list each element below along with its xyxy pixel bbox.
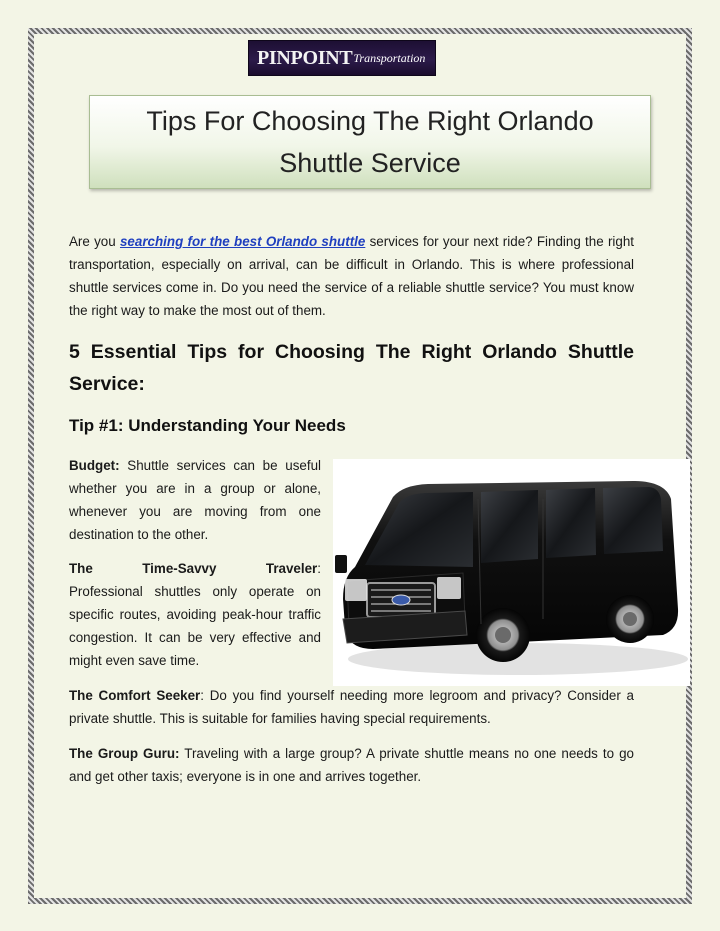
time-savvy-colon: : xyxy=(317,561,321,576)
title-banner xyxy=(89,95,651,189)
group-guru-text: Traveling with a large group? A private shuttle means no one needs to go and get other taxis; everyone is in one and arrives together. xyxy=(69,746,634,784)
logo-sub-text: Transportation xyxy=(353,50,426,65)
time-savvy-label-line xyxy=(69,557,321,580)
group-guru-paragraph xyxy=(69,742,634,788)
intro-text-start: Are you xyxy=(69,234,120,249)
budget-text: Shuttle services can be useful whether you are in a group or alone, whenever you are moving from one destination to the other. xyxy=(69,458,321,542)
time-savvy-text: Professional shuttles only operate on specific routes, avoiding peak-hour traffic congestion. It can be very effective and might even save time. xyxy=(69,584,321,668)
group-guru-label: The Group Guru: xyxy=(69,746,180,761)
van-image xyxy=(333,459,690,686)
time-savvy-label-word1: The xyxy=(69,561,93,576)
intro-paragraph xyxy=(69,230,634,322)
comfort-seeker-label: The Comfort Seeker xyxy=(69,688,201,703)
page-title: Tips For Choosing The Right Orlando Shuttle Service xyxy=(146,106,594,178)
budget-paragraph xyxy=(69,454,321,546)
comfort-seeker-text: : Do you find yourself needing more legroom and privacy? Consider a private shuttle. This is suitable for families having special requirements. xyxy=(69,688,634,726)
logo-main-text: PINPOINT xyxy=(257,46,353,69)
pinpoint-logo xyxy=(248,40,436,76)
budget-label: Budget: xyxy=(69,458,120,473)
time-savvy-label-word2: Time-Savvy xyxy=(142,561,217,576)
comfort-seeker-paragraph xyxy=(69,684,634,730)
tip1-heading: Tip #1: Understanding Your Needs xyxy=(69,416,346,435)
section-heading: 5 Essential Tips for Choosing The Right Orlando Shuttle Service: xyxy=(69,341,634,395)
intro-text-rest: services for your next ride? Finding the right transportation, especially on arrival, can be difficult in Orlando. This is where professional shuttle services come in. Do you need the service of a reliable shuttle service? You must know the right way to make the most out of them. xyxy=(69,234,634,318)
van-illustration xyxy=(333,459,690,686)
time-savvy-paragraph xyxy=(69,557,321,672)
time-savvy-label-word3: Traveler xyxy=(265,561,318,576)
orlando-shuttle-link[interactable]: searching for the best Orlando shuttle xyxy=(119,234,366,249)
